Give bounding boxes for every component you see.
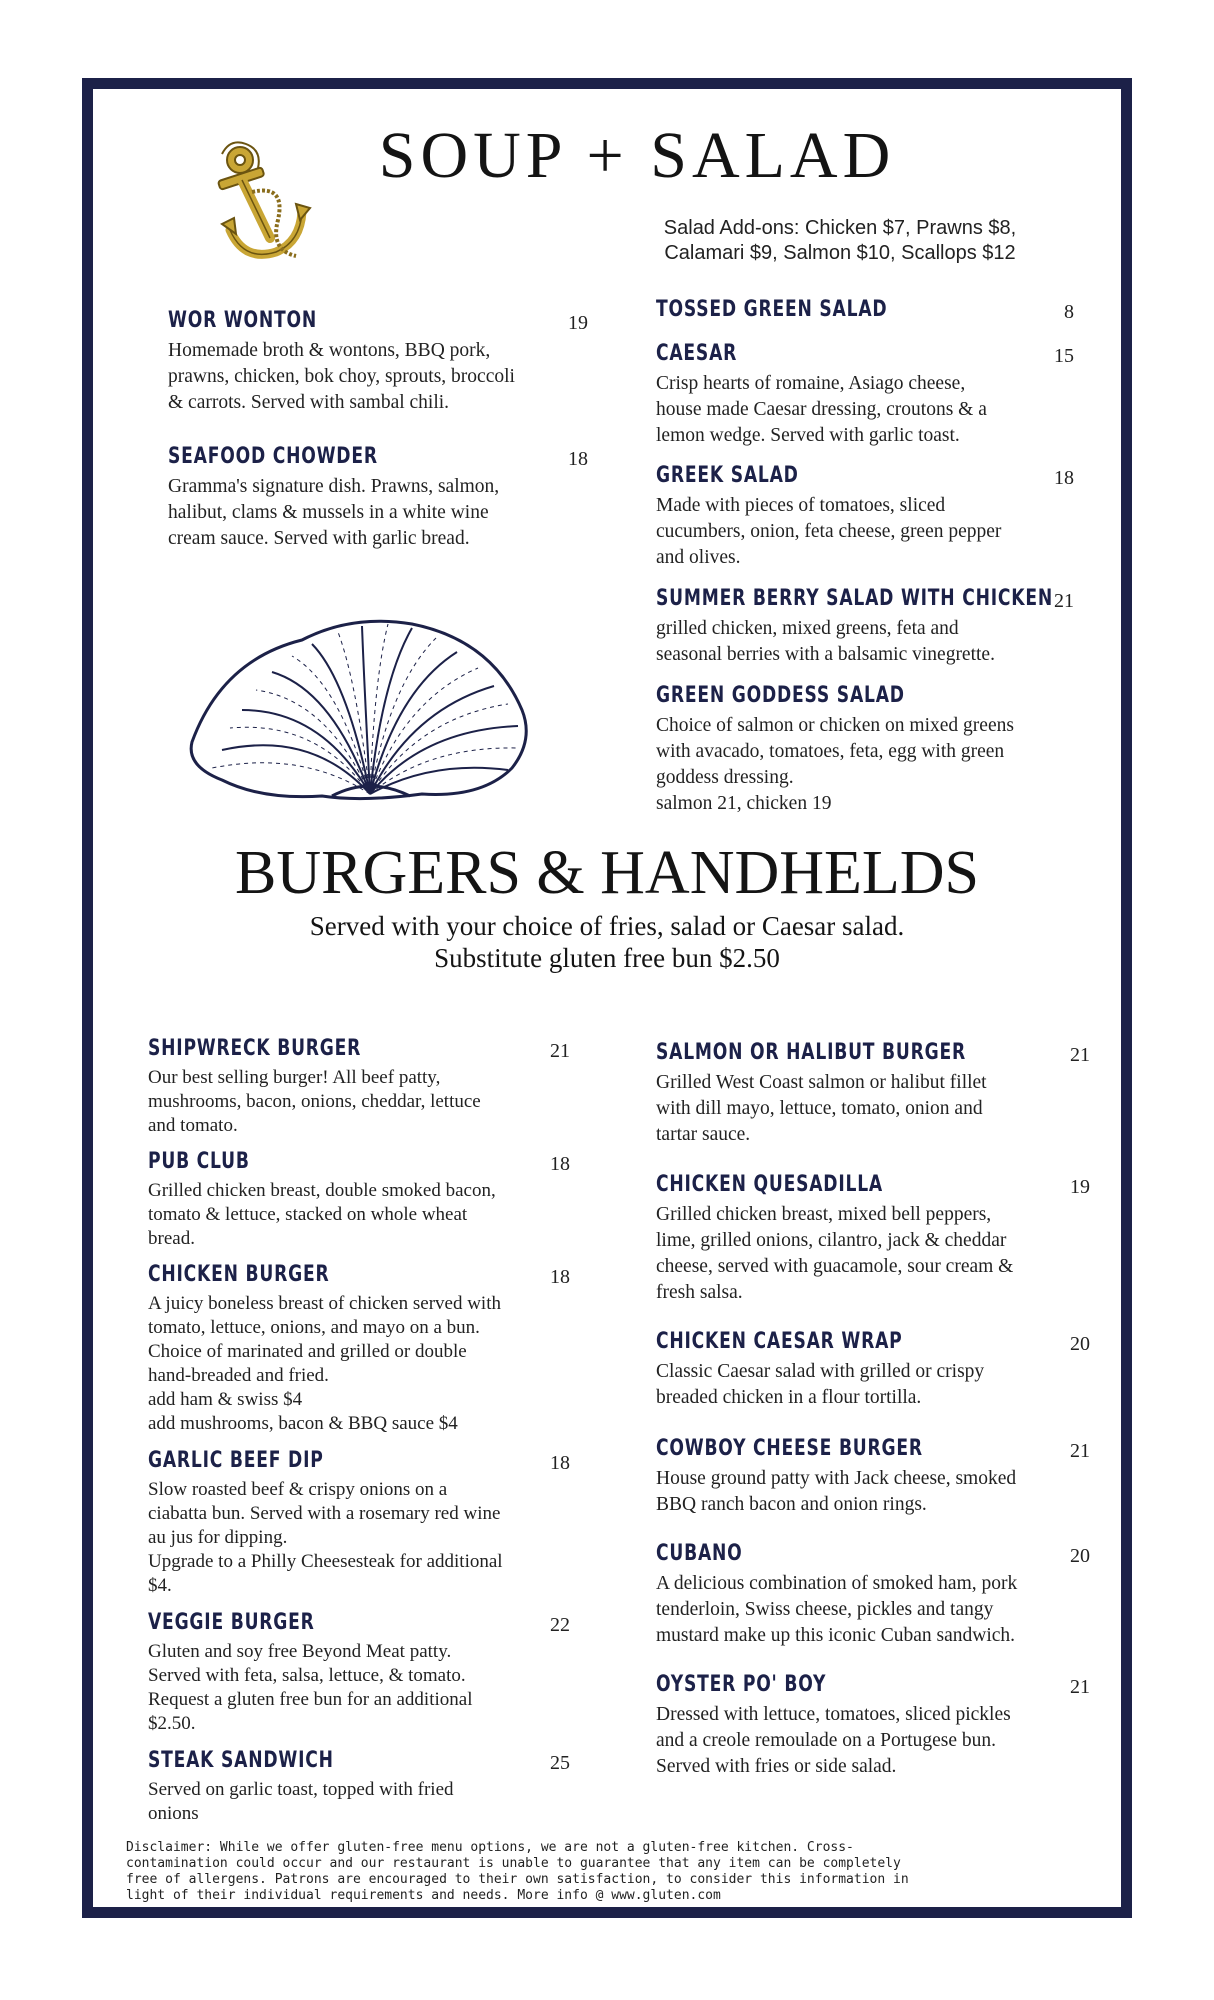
item-description: Homemade broth & wontons, BBQ pork, prawns, chicken, bok choy, sprouts, broccoli & carrots. Served with sambal chili. — [168, 340, 515, 413]
clam-shell-illustration — [182, 600, 538, 806]
item-description: Dressed with lettuce, tomatoes, sliced pickles and a creole remoulade on a Portugese bun. Served with fries or side salad. — [656, 1704, 1011, 1777]
item-name: SHIPWRECK BURGER — [148, 1036, 362, 1061]
item-description: Gluten and soy free Beyond Meat patty. Served with feta, salsa, lettuce, & tomato. Request a gluten free bun for an additional $2.50. — [148, 1641, 473, 1734]
item-name: SEAFOOD CHOWDER — [168, 444, 378, 469]
item-name: VEGGIE BURGER — [148, 1610, 315, 1635]
menu-item — [168, 444, 588, 552]
menu-item — [148, 1036, 570, 1138]
item-description: House ground patty with Jack cheese, smoked BBQ ranch bacon and onion rings. — [656, 1468, 1017, 1515]
item-description: Served on garlic toast, topped with fried onions — [148, 1779, 454, 1824]
menu-item — [656, 341, 1074, 449]
menu-item — [656, 463, 1074, 571]
menu-item — [656, 586, 1074, 668]
disclaimer-line: light of their individual requirements and needs. More info @ www.gluten.com — [126, 1888, 721, 1903]
item-name: CAESAR — [656, 341, 738, 366]
menu-item — [148, 1448, 570, 1598]
menu-item — [656, 297, 1074, 327]
burgers-subtitle — [0, 910, 1214, 974]
menu-item — [148, 1149, 570, 1251]
menu-item — [168, 308, 588, 416]
item-description: A delicious combination of smoked ham, pork tenderloin, Swiss cheese, pickles and tangy mustard make up this iconic Cuban sandwich. — [656, 1573, 1018, 1646]
item-name: CHICKEN QUESADILLA — [656, 1172, 883, 1197]
gluten-disclaimer — [126, 1840, 1086, 1904]
item-description: Slow roasted beef & crispy onions on a ciabatta bun. Served with a rosemary red wine au jus for dipping. Upgrade to a Philly Cheesesteak for additional $4. — [148, 1479, 503, 1596]
item-name: SALMON OR HALIBUT BURGER — [656, 1040, 966, 1065]
burgers-subtitle-line2: Substitute gluten free bun $2.50 — [434, 943, 780, 973]
item-name: COWBOY CHEESE BURGER — [656, 1436, 923, 1461]
item-name: CHICKEN CAESAR WRAP — [656, 1329, 903, 1354]
item-description: Gramma's signature dish. Prawns, salmon, halibut, clams & mussels in a white wine cream sauce. Served with garlic bread. — [168, 476, 500, 549]
menu-item — [656, 1541, 1090, 1649]
item-description: Classic Caesar salad with grilled or crispy breaded chicken in a flour tortilla. — [656, 1361, 985, 1408]
disclaimer-line: Disclaimer: While we offer gluten-free menu options, we are not a gluten-free kitchen. Cross- — [126, 1840, 854, 1855]
salad-addons-line2: Calamari $9, Salmon $10, Scallops $12 — [664, 242, 1016, 264]
item-price: 8 — [1064, 301, 1074, 323]
item-description: grilled chicken, mixed greens, feta and seasonal berries with a balsamic vinegrette. — [656, 618, 995, 665]
item-name: TOSSED GREEN SALAD — [656, 297, 888, 322]
item-description: A juicy boneless breast of chicken served with tomato, lettuce, onions, and mayo on a bun. Choice of marinated and grilled or double hand-breaded and fried. add ham & swiss $4 add mushrooms, bacon & BBQ sauce $4 — [148, 1293, 501, 1434]
burgers-title: BURGERS & HANDHELDS — [234, 839, 980, 907]
item-price: 22 — [550, 1614, 570, 1636]
menu-item — [148, 1748, 570, 1826]
menu-item — [148, 1610, 570, 1736]
menu-item — [656, 1040, 1090, 1148]
item-price: 19 — [568, 312, 588, 334]
salad-addons — [630, 216, 1050, 266]
item-description: Our best selling burger! All beef patty, mushrooms, bacon, onions, cheddar, lettuce and tomato. — [148, 1067, 481, 1136]
item-name: STEAK SANDWICH — [148, 1748, 334, 1773]
item-description: Crisp hearts of romaine, Asiago cheese, house made Caesar dressing, croutons & a lemon wedge. Served with garlic toast. — [656, 373, 987, 446]
item-name: GREEK SALAD — [656, 463, 799, 488]
item-name: WOR WONTON — [168, 308, 318, 333]
item-name: PUB CLUB — [148, 1149, 250, 1174]
burgers-subtitle-line1: Served with your choice of fries, salad or Caesar salad. — [309, 911, 905, 941]
item-price: 21 — [1070, 1440, 1090, 1462]
item-price: 21 — [1070, 1676, 1090, 1698]
menu-item — [656, 683, 1074, 817]
item-description: Choice of salmon or chicken on mixed greens with avacado, tomatoes, feta, egg with green goddess dressing. salmon 21, chicken 19 — [656, 715, 1014, 814]
menu-item — [656, 1672, 1090, 1780]
item-price: 15 — [1054, 345, 1074, 367]
item-description: Grilled chicken breast, double smoked bacon, tomato & lettuce, stacked on whole wheat bread. — [148, 1180, 496, 1249]
item-price: 18 — [550, 1452, 570, 1474]
soup-salad-title: SOUP + SALAD — [378, 119, 896, 192]
salad-addons-line1: Salad Add-ons: Chicken $7, Prawns $8, — [663, 217, 1017, 239]
item-price: 20 — [1070, 1545, 1090, 1567]
item-description: Made with pieces of tomatoes, sliced cucumbers, onion, feta cheese, green pepper and olives. — [656, 495, 1002, 568]
menu-item — [656, 1172, 1090, 1306]
item-price: 20 — [1070, 1333, 1090, 1355]
item-price: 21 — [550, 1040, 570, 1062]
item-name: OYSTER PO' BOY — [656, 1672, 827, 1697]
item-price: 19 — [1070, 1176, 1090, 1198]
item-name: GARLIC BEEF DIP — [148, 1448, 324, 1473]
item-price: 18 — [550, 1153, 570, 1175]
item-name: GREEN GODDESS SALAD — [656, 683, 905, 708]
item-price: 18 — [550, 1266, 570, 1288]
item-name: CUBANO — [656, 1541, 743, 1566]
item-price: 21 — [1070, 1044, 1090, 1066]
item-description: Grilled chicken breast, mixed bell peppers, lime, grilled onions, cilantro, jack & cheddar cheese, served with guacamole, sour cream & fresh salsa. — [656, 1204, 1014, 1303]
item-price: 25 — [550, 1752, 570, 1774]
item-price: 21 — [1054, 590, 1074, 612]
item-price: 18 — [1054, 467, 1074, 489]
item-price: 18 — [568, 448, 588, 470]
item-name: CHICKEN BURGER — [148, 1262, 330, 1287]
menu-item — [656, 1436, 1090, 1518]
menu-item — [656, 1329, 1090, 1411]
disclaimer-line: free of allergens. Patrons are encouraged to their own satisfaction, to consider this information in — [126, 1872, 909, 1887]
item-description: Grilled West Coast salmon or halibut fillet with dill mayo, lettuce, tomato, onion and tartar sauce. — [656, 1072, 987, 1145]
menu-item — [148, 1262, 570, 1436]
disclaimer-line: contamination could occur and our restaurant is unable to guarantee that any item can be completely — [126, 1856, 901, 1871]
item-name: SUMMER BERRY SALAD WITH CHICKEN — [656, 586, 1053, 611]
